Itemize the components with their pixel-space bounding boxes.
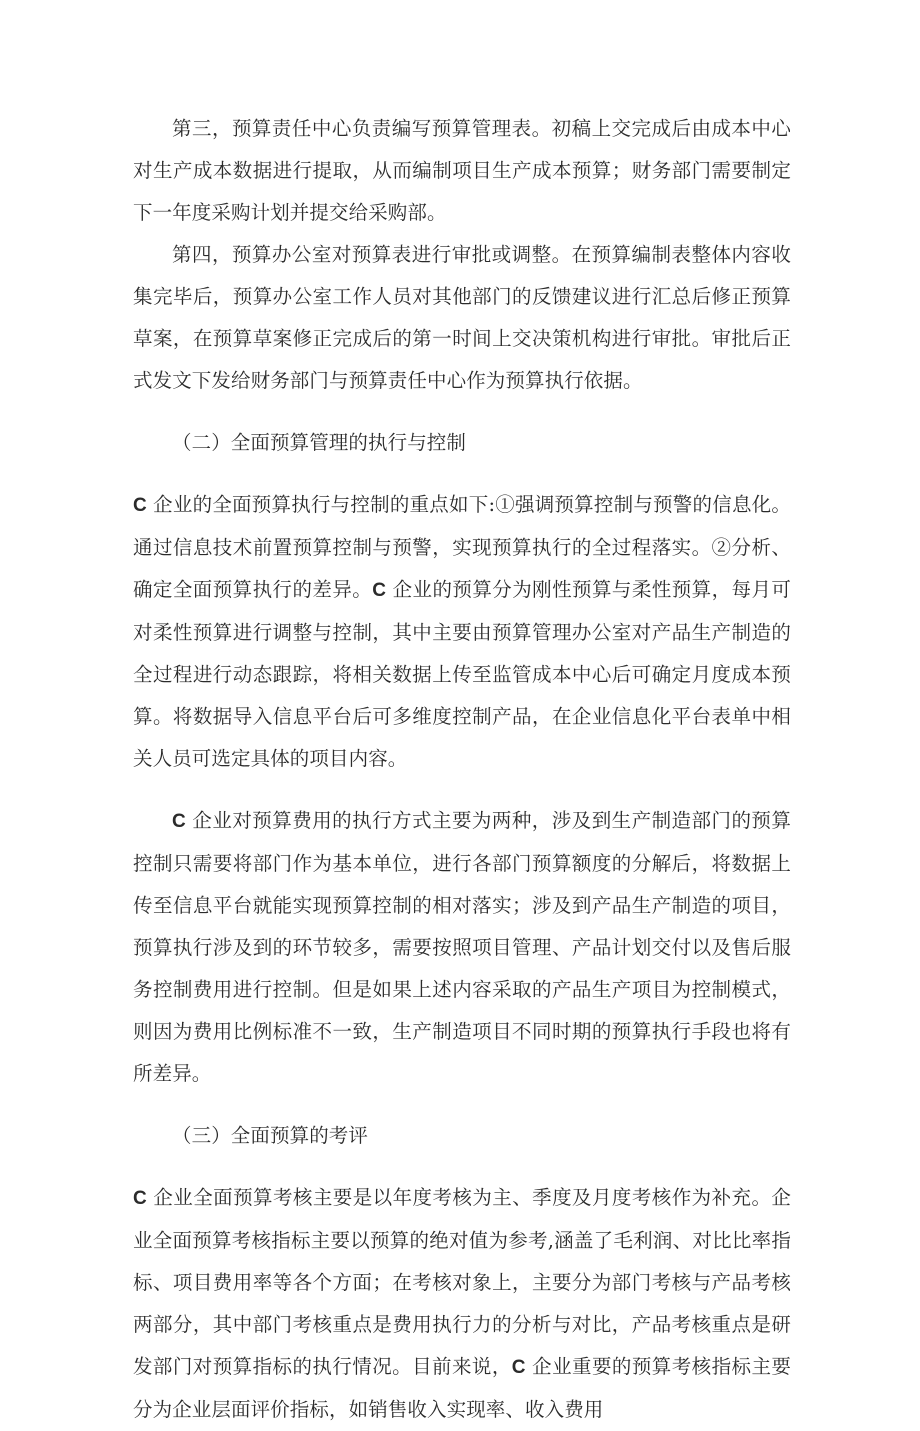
company-mark-c: C bbox=[511, 1357, 526, 1378]
section-spacer bbox=[133, 402, 791, 422]
company-mark-c: C bbox=[372, 580, 386, 601]
paragraph-expense-execution-text: 企业对预算费用的执行方式主要为两种，涉及到生产制造部门的预算控制只需要将部门作为基本单位，进行各部门预算额度的分解后，将数据上传至信息平台就能实现预算控制的相对落实；涉及到产品生产制造的项目，预算执行涉及到的环节较多，需要按照项目管理、产品计划交付以及售后服务控制费用进行控制。但是如果上述内容采取的产品生产项目为控制模式，则因为费用比例标准不一致，生产制造项目不同时期的预算执行手段也将有所差异。 bbox=[133, 809, 791, 1085]
paragraph-execution-control-text: 企业的全面预算执行与控制的重点如下:①强调预算控制与预警的信息化。通过信息技术前置预算控制与预警，实现预算执行的全过程落实。②分析、确定全面预算执行的差异。 bbox=[133, 493, 791, 601]
document-content bbox=[133, 108, 791, 1431]
paragraph-spacer bbox=[133, 780, 791, 800]
heading-section-two: （二）全面预算管理的执行与控制 bbox=[172, 431, 467, 454]
section-spacer bbox=[133, 1095, 791, 1115]
paragraph-appraisal-text-tail: 企业重要的预算考核指标主要分为企业层面评价指标，如销售收入实现率、收入费用 bbox=[133, 1355, 791, 1421]
paragraph-execution-control-text-tail: 企业的预算分为刚性预算与柔性预算，每月可对柔性预算进行调整与控制，其中主要由预算管理办公室对产品生产制造的全过程进行动态跟踪，将相关数据上传至监管成本中心后可确定月度成本预算。将数据导入信息平台后可多维度控制产品，在企业信息化平台表单中相关人员可选定具体的项目内容。 bbox=[133, 578, 791, 770]
paragraph-fourth-step: 第四，预算办公室对预算表进行审批或调整。在预算编制表整体内容收集完毕后，预算办公室工作人员对其他部门的反馈建议进行汇总后修正预算草案，在预算草案修正完成后的第一时间上交决策机构进行审批。审批后正式发文下发给财务部门与预算责任中心作为预算执行依据。 bbox=[133, 243, 791, 392]
heading-spacer bbox=[133, 464, 791, 484]
company-mark-c: C bbox=[133, 495, 147, 516]
paragraph-appraisal bbox=[133, 1177, 791, 1431]
paragraph-execution-control bbox=[133, 484, 791, 780]
paragraph-appraisal-text: 企业全面预算考核主要是以年度考核为主、季度及月度考核作为补充。企业全面预算考核指标主要以预算的绝对值为参考,涵盖了毛利润、对比比率指标、项目费用率等各个方面；在考核对象上，主要分为部门考核与产品考核两部分，其中部门考核重点是费用执行力的分析与对比，产品考核重点是研发部门对预算指标的执行情况。目前来说， bbox=[133, 1186, 791, 1378]
company-mark-c: C bbox=[133, 1188, 147, 1209]
heading-section-three: （三）全面预算的考评 bbox=[172, 1124, 369, 1147]
heading-spacer bbox=[133, 1157, 791, 1177]
paragraph-expense-execution bbox=[133, 800, 791, 1095]
paragraph-third-step: 第三，预算责任中心负责编写预算管理表。初稿上交完成后由成本中心对生产成本数据进行提取，从而编制项目生产成本预算；财务部门需要制定下一年度采购计划并提交给采购部。 bbox=[133, 117, 791, 224]
company-mark-c: C bbox=[172, 811, 186, 832]
